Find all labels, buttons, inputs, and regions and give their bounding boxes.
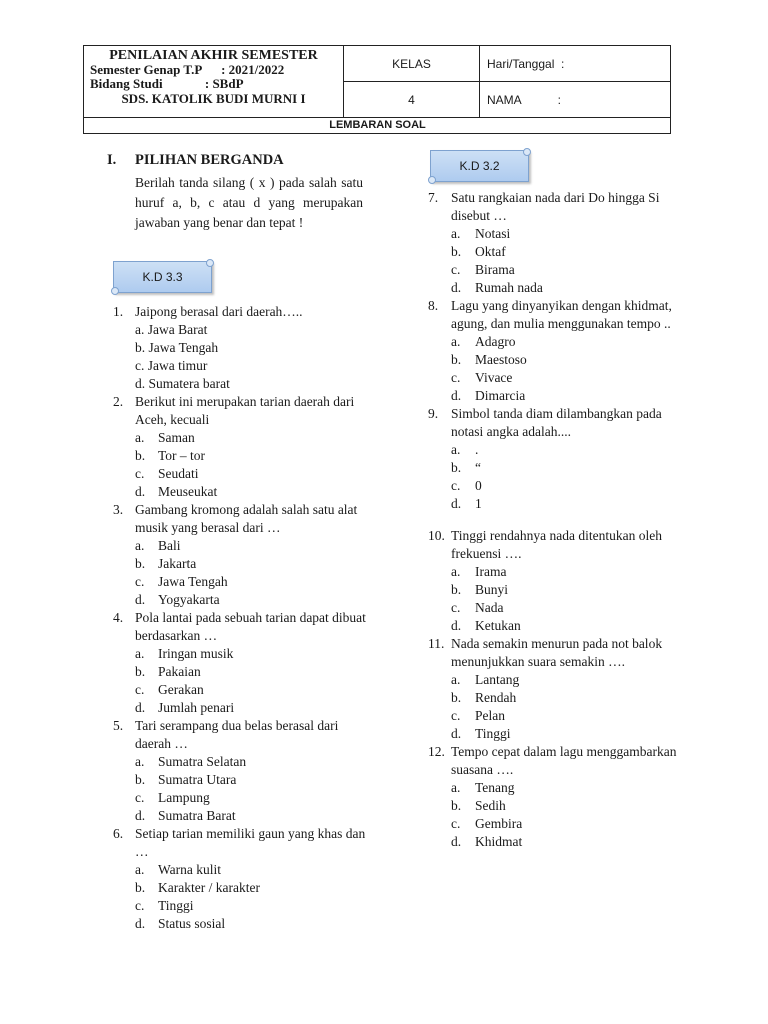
question xyxy=(113,303,373,321)
option-text: Tor – tor xyxy=(158,448,206,463)
option-letter: a. xyxy=(135,754,145,769)
option-text: Jakarta xyxy=(158,556,197,571)
option-text: Warna kulit xyxy=(158,862,222,877)
option-letter: b. xyxy=(451,460,462,475)
question-number: 12. xyxy=(428,744,445,759)
question xyxy=(428,297,678,333)
option-letter: d. xyxy=(451,496,462,511)
questions-left-column xyxy=(113,303,373,933)
option-text: Dimarcia xyxy=(475,388,526,403)
option-letter: d. xyxy=(135,916,146,931)
option-text: 1 xyxy=(475,496,482,511)
answer-option xyxy=(113,807,373,825)
option-letter: a. xyxy=(451,672,461,687)
answer-option xyxy=(113,663,373,681)
option-text: Iringan musik xyxy=(158,646,234,661)
question-number: 3. xyxy=(113,502,124,517)
option-letter: b. xyxy=(451,244,462,259)
answer-option xyxy=(428,815,678,833)
answer-option xyxy=(428,689,678,707)
answer-option: c. Jawa timur xyxy=(135,358,208,373)
option-letter: c. xyxy=(451,816,461,831)
answer-option xyxy=(428,599,678,617)
option-text: Irama xyxy=(475,564,507,579)
option-text: Oktaf xyxy=(475,244,506,259)
answer-option: d. Sumatera barat xyxy=(135,376,230,391)
option-letter: c. xyxy=(135,790,145,805)
option-letter: b. xyxy=(135,448,146,463)
answer-option xyxy=(428,671,678,689)
answer-option xyxy=(113,573,373,591)
answer-option xyxy=(113,789,373,807)
answer-option xyxy=(113,447,373,465)
answer-option xyxy=(113,681,373,699)
answer-option xyxy=(428,581,678,599)
question-number: 8. xyxy=(428,298,439,313)
answer-option xyxy=(428,369,678,387)
option-letter: b. xyxy=(135,664,146,679)
answer-option: b. Jawa Tengah xyxy=(135,340,219,355)
option-letter: d. xyxy=(135,592,146,607)
question xyxy=(113,393,373,429)
option-letter: a. xyxy=(135,538,145,553)
option-text: Status sosial xyxy=(158,916,226,931)
option-text: Tinggi xyxy=(158,898,194,913)
option-text: Bunyi xyxy=(475,582,509,597)
answer-option xyxy=(428,351,678,369)
option-text: Yogyakarta xyxy=(158,592,220,607)
answer-option xyxy=(428,563,678,581)
option-text: Bali xyxy=(158,538,181,553)
answer-option xyxy=(113,861,373,879)
answer-option xyxy=(428,333,678,351)
option-text: Birama xyxy=(475,262,515,277)
option-text: Sumatra Barat xyxy=(158,808,236,823)
question xyxy=(113,609,373,645)
option-letter: c. xyxy=(135,574,145,589)
option-text: 0 xyxy=(475,478,482,493)
question xyxy=(428,189,678,225)
option-letter: b. xyxy=(451,582,462,597)
answer-option xyxy=(113,879,373,897)
option-letter: a. xyxy=(135,862,145,877)
answer-option xyxy=(113,483,373,501)
question xyxy=(428,405,678,441)
option-letter: c. xyxy=(451,708,461,723)
answer-option xyxy=(428,459,678,477)
name-field-label: NAMA : xyxy=(480,82,671,118)
question xyxy=(428,527,678,563)
option-text: Sumatra Selatan xyxy=(158,754,247,769)
question-text: Gambang kromong adalah salah satu alat musik yang berasal dari … xyxy=(135,502,358,535)
question-text: Jaipong berasal dari daerah….. xyxy=(135,304,303,319)
answer-option xyxy=(428,477,678,495)
answer-option xyxy=(428,707,678,725)
questions-right-column xyxy=(428,189,678,851)
option-letter: c. xyxy=(451,370,461,385)
option-text: Adagro xyxy=(475,334,516,349)
answer-option xyxy=(428,617,678,635)
option-letter: c. xyxy=(451,600,461,615)
option-letter: d. xyxy=(451,726,462,741)
answer-option xyxy=(113,465,373,483)
question-number: 1. xyxy=(113,304,124,319)
section-title xyxy=(107,152,284,169)
option-text: Vivace xyxy=(475,370,513,385)
question-text: Pola lantai pada sebuah tarian dapat dibuat berdasarkan … xyxy=(135,610,366,643)
question-text: Nada semakin menurun pada not balok menunjukkan suara semakin …. xyxy=(451,636,663,669)
option-text: Pakaian xyxy=(158,664,201,679)
answer-option xyxy=(113,591,373,609)
option-letter: b. xyxy=(451,690,462,705)
question-text: Simbol tanda diam dilambangkan pada notasi angka adalah.... xyxy=(451,406,662,439)
answer-option xyxy=(428,279,678,297)
answer-option xyxy=(113,753,373,771)
option-text: Jumlah penari xyxy=(158,700,235,715)
option-letter: d. xyxy=(135,808,146,823)
option-letter: a. xyxy=(451,442,461,457)
answer-option xyxy=(113,771,373,789)
option-letter: b. xyxy=(451,798,462,813)
school-name: SDS. KATOLIK BUDI MURNI I xyxy=(121,91,306,106)
option-letter: a. xyxy=(135,430,145,445)
option-letter: d. xyxy=(451,618,462,633)
question-number: 5. xyxy=(113,718,124,733)
option-letter: c. xyxy=(451,262,461,277)
option-text: Rendah xyxy=(475,690,517,705)
question xyxy=(113,825,373,861)
answer-option xyxy=(113,555,373,573)
option-text: “ xyxy=(475,460,481,475)
option-letter: d. xyxy=(135,700,146,715)
option-text: Gerakan xyxy=(158,682,204,697)
answer-option xyxy=(428,441,678,459)
option-letter: a. xyxy=(451,780,461,795)
option-letter: b. xyxy=(135,880,146,895)
answer-option xyxy=(113,699,373,717)
answer-option xyxy=(428,225,678,243)
question-number: 2. xyxy=(113,394,124,409)
sheet-title: LEMBARAN SOAL xyxy=(329,119,426,131)
option-text: Lantang xyxy=(475,672,520,687)
answer-option xyxy=(428,725,678,743)
answer-option xyxy=(428,833,678,851)
option-text: Tenang xyxy=(475,780,515,795)
date-field-label: Hari/Tanggal : xyxy=(480,46,671,82)
option-text: . xyxy=(475,442,479,457)
answer-option: a. Jawa Barat xyxy=(135,322,208,337)
question xyxy=(428,635,678,671)
section-heading: PILIHAN BERGANDA xyxy=(135,152,284,168)
option-letter: a. xyxy=(451,334,461,349)
question xyxy=(428,743,678,779)
kd-badge-3-3: K.D 3.3 xyxy=(113,261,212,293)
option-text: Sumatra Utara xyxy=(158,772,237,787)
option-letter: b. xyxy=(135,772,146,787)
question-number: 10. xyxy=(428,528,445,543)
option-text: Maestoso xyxy=(475,352,527,367)
answer-option xyxy=(428,261,678,279)
spacer xyxy=(428,513,678,527)
exam-title: PENILAIAN AKHIR SEMESTER xyxy=(109,48,318,63)
option-text: Meuseukat xyxy=(158,484,218,499)
question-number: 9. xyxy=(428,406,439,421)
kd-badge-3-2: K.D 3.2 xyxy=(430,150,529,182)
semester-line: Semester Genap T.P : 2021/2022 xyxy=(90,62,285,77)
option-text: Karakter / karakter xyxy=(158,880,260,895)
answer-option xyxy=(428,797,678,815)
option-text: Pelan xyxy=(475,708,505,723)
option-letter: c. xyxy=(135,898,145,913)
option-text: Ketukan xyxy=(475,618,521,633)
option-letter: a. xyxy=(135,646,145,661)
answer-option xyxy=(428,387,678,405)
question-text: Setiap tarian memiliki gaun yang khas dan … xyxy=(135,826,366,859)
kelas-label: KELAS xyxy=(344,46,480,82)
option-text: Nada xyxy=(475,600,504,615)
option-letter: c. xyxy=(135,466,145,481)
option-letter: a. xyxy=(451,226,461,241)
question xyxy=(113,501,373,537)
option-text: Jawa Tengah xyxy=(158,574,228,589)
answer-option xyxy=(113,537,373,555)
option-letter: a. xyxy=(451,564,461,579)
option-text: Saman xyxy=(158,430,195,445)
option-letter: b. xyxy=(135,556,146,571)
option-text: Sedih xyxy=(475,798,506,813)
answer-option xyxy=(113,915,373,933)
option-text: Gembira xyxy=(475,816,523,831)
instructions: Berilah tanda silang ( x ) pada salah satu huruf a, b, c atau d yang merupakan jawaban yang benar dan tepat ! xyxy=(135,175,363,230)
answer-option xyxy=(428,243,678,261)
option-letter: b. xyxy=(451,352,462,367)
question-text: Berikut ini merupakan tarian daerah dari Aceh, kecuali xyxy=(135,394,355,427)
answer-option xyxy=(113,645,373,663)
option-letter: d. xyxy=(451,388,462,403)
option-letter: c. xyxy=(451,478,461,493)
option-text: Khidmat xyxy=(475,834,523,849)
question-text: Lagu yang dinyanyikan dengan khidmat, agung, dan mulia menggunakan tempo .. xyxy=(451,298,672,331)
header-table xyxy=(83,45,671,134)
section-number: I. xyxy=(107,152,117,168)
option-letter: c. xyxy=(135,682,145,697)
question-text: Tinggi rendahnya nada ditentukan oleh frekuensi …. xyxy=(451,528,662,561)
question-number: 7. xyxy=(428,190,439,205)
answer-option xyxy=(113,429,373,447)
answer-option xyxy=(113,897,373,915)
option-letter: d. xyxy=(451,280,462,295)
option-text: Lampung xyxy=(158,790,210,805)
option-text: Rumah nada xyxy=(475,280,543,295)
option-letter: d. xyxy=(451,834,462,849)
option-letter: d. xyxy=(135,484,146,499)
question-number: 6. xyxy=(113,826,124,841)
option-text: Notasi xyxy=(475,226,511,241)
question xyxy=(113,717,373,753)
question-number: 11. xyxy=(428,636,445,651)
answer-option xyxy=(428,779,678,797)
question-text: Satu rangkaian nada dari Do hingga Si disebut … xyxy=(451,190,660,223)
answer-option xyxy=(428,495,678,513)
header-info-cell xyxy=(84,46,344,118)
question-text: Tempo cepat dalam lagu menggambarkan suasana …. xyxy=(451,744,677,777)
option-text: Seudati xyxy=(158,466,199,481)
option-text: Tinggi xyxy=(475,726,511,741)
subject-line: Bidang Studi : SBdP xyxy=(90,76,244,91)
question-text: Tari serampang dua belas berasal dari daerah … xyxy=(135,718,339,751)
question-number: 4. xyxy=(113,610,124,625)
kelas-value: 4 xyxy=(344,82,480,118)
